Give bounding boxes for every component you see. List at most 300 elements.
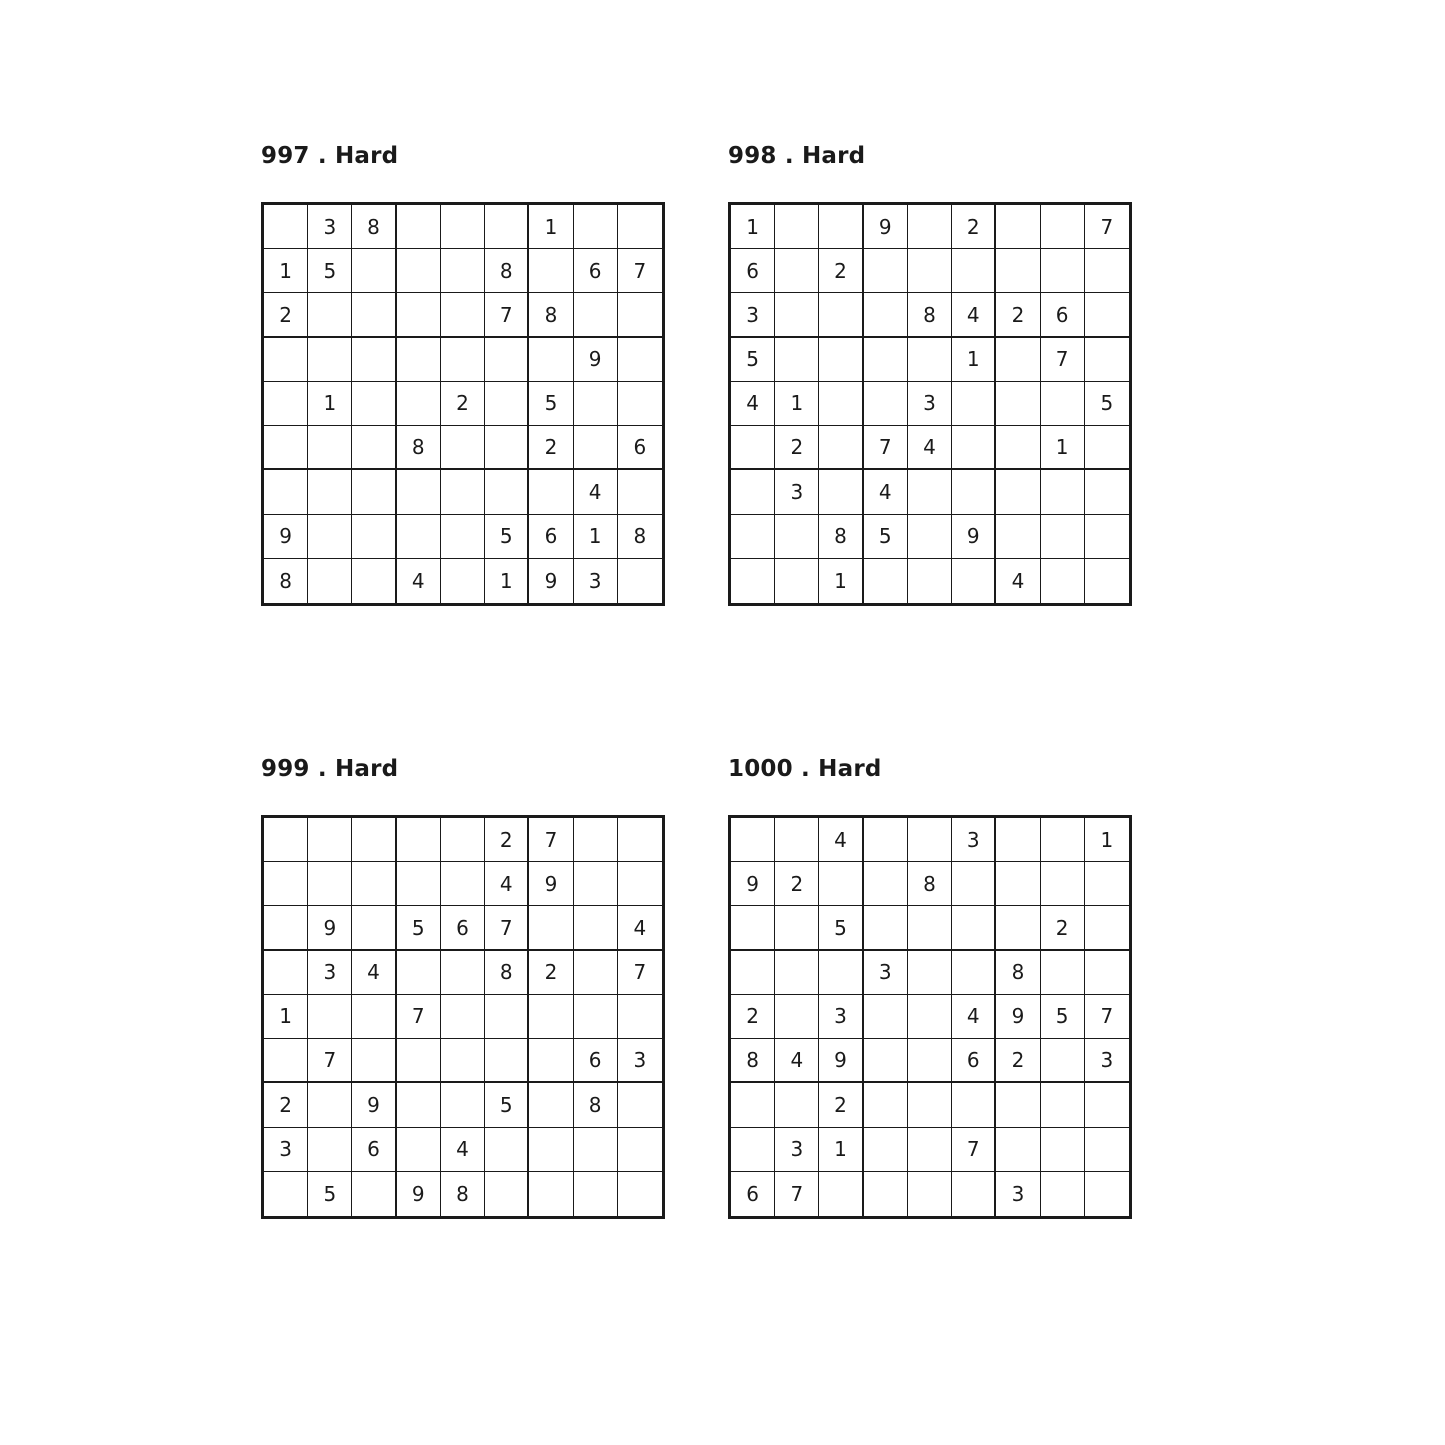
sudoku-cell	[441, 559, 485, 603]
sudoku-cell: 7	[308, 1039, 352, 1083]
sudoku-cell: 1	[264, 995, 308, 1039]
sudoku-cell	[264, 426, 308, 470]
sudoku-cell: 8	[618, 515, 662, 559]
sudoku-cell	[352, 338, 396, 382]
sudoku-cell	[775, 951, 819, 995]
sudoku-cell	[352, 818, 396, 862]
sudoku-cell	[996, 906, 1040, 950]
sudoku-cell: 3	[819, 995, 863, 1039]
sudoku-cell	[352, 862, 396, 906]
sudoku-cell	[908, 1039, 952, 1083]
sudoku-cell	[864, 382, 908, 426]
sudoku-cell	[397, 249, 441, 293]
sudoku-cell: 7	[1085, 205, 1129, 249]
sudoku-cell: 6	[1041, 293, 1085, 337]
sudoku-cell	[775, 906, 819, 950]
sudoku-cell	[1041, 382, 1085, 426]
sudoku-cell	[952, 249, 996, 293]
sudoku-cell	[864, 293, 908, 337]
sudoku-cell	[352, 1172, 396, 1216]
sudoku-board	[261, 815, 665, 1219]
sudoku-cell	[819, 293, 863, 337]
sudoku-cell	[996, 470, 1040, 514]
sudoku-cell	[1041, 862, 1085, 906]
sudoku-cell	[574, 906, 618, 950]
sudoku-cell	[308, 1083, 352, 1127]
sudoku-cell: 1	[819, 1128, 863, 1172]
sudoku-cell: 4	[397, 559, 441, 603]
sudoku-cell: 1	[1085, 818, 1129, 862]
sudoku-cell	[397, 205, 441, 249]
sudoku-cell: 8	[574, 1083, 618, 1127]
sudoku-cell: 2	[1041, 906, 1085, 950]
sudoku-cell	[352, 382, 396, 426]
sudoku-cell: 2	[529, 426, 573, 470]
sudoku-cell	[775, 293, 819, 337]
sudoku-cell	[574, 382, 618, 426]
sudoku-cell: 5	[485, 1083, 529, 1127]
sudoku-cell	[731, 818, 775, 862]
sudoku-cell: 2	[996, 1039, 1040, 1083]
sudoku-cell: 2	[775, 862, 819, 906]
sudoku-cell: 7	[618, 951, 662, 995]
sudoku-cell	[996, 205, 1040, 249]
sudoku-cell	[529, 995, 573, 1039]
sudoku-cell	[775, 1083, 819, 1127]
sudoku-cell	[574, 426, 618, 470]
sudoku-cell	[264, 205, 308, 249]
sudoku-cell	[819, 382, 863, 426]
sudoku-cell: 1	[529, 205, 573, 249]
sudoku-cell	[397, 470, 441, 514]
sudoku-cell: 9	[264, 515, 308, 559]
sudoku-cell	[1085, 862, 1129, 906]
sudoku-cell	[864, 1172, 908, 1216]
sudoku-cell	[485, 995, 529, 1039]
sudoku-cell	[1085, 1128, 1129, 1172]
sudoku-cell: 8	[441, 1172, 485, 1216]
sudoku-cell	[819, 338, 863, 382]
sudoku-cell	[819, 951, 863, 995]
sudoku-cell: 7	[618, 249, 662, 293]
sudoku-cell	[819, 862, 863, 906]
sudoku-cell	[1041, 470, 1085, 514]
sudoku-cell	[1041, 1083, 1085, 1127]
sudoku-cell	[574, 1172, 618, 1216]
sudoku-cell: 2	[264, 1083, 308, 1127]
sudoku-cell: 4	[574, 470, 618, 514]
sudoku-cell	[731, 951, 775, 995]
sudoku-board	[728, 202, 1132, 606]
sudoku-cell: 4	[908, 426, 952, 470]
sudoku-cell	[731, 426, 775, 470]
sudoku-cell	[775, 205, 819, 249]
sudoku-cell: 1	[731, 205, 775, 249]
sudoku-cell	[996, 1128, 1040, 1172]
sudoku-cell	[1085, 951, 1129, 995]
sudoku-cell	[618, 382, 662, 426]
sudoku-cell	[441, 951, 485, 995]
sudoku-cell: 8	[908, 293, 952, 337]
sudoku-cell	[441, 338, 485, 382]
sudoku-cell: 5	[308, 1172, 352, 1216]
sudoku-cell: 8	[397, 426, 441, 470]
sudoku-cell	[1041, 1128, 1085, 1172]
sudoku-cell: 1	[775, 382, 819, 426]
sudoku-cell	[864, 906, 908, 950]
sudoku-cell	[996, 338, 1040, 382]
sudoku-cell	[352, 249, 396, 293]
sudoku-cell	[397, 1128, 441, 1172]
sudoku-cell: 5	[485, 515, 529, 559]
sudoku-cell	[618, 559, 662, 603]
sudoku-cell: 3	[308, 205, 352, 249]
sudoku-cell	[1041, 1039, 1085, 1083]
sudoku-cell: 6	[952, 1039, 996, 1083]
sudoku-cell: 7	[1041, 338, 1085, 382]
sudoku-cell	[775, 249, 819, 293]
sudoku-cell	[264, 951, 308, 995]
sudoku-cell	[308, 338, 352, 382]
sudoku-cell	[352, 515, 396, 559]
sudoku-cell: 5	[529, 382, 573, 426]
sudoku-cell: 9	[308, 906, 352, 950]
sudoku-cell	[529, 1083, 573, 1127]
sudoku-cell: 9	[352, 1083, 396, 1127]
sudoku-cell: 2	[441, 382, 485, 426]
sudoku-cell: 2	[775, 426, 819, 470]
sudoku-cell: 2	[952, 205, 996, 249]
sudoku-cell: 6	[574, 249, 618, 293]
sudoku-cell	[908, 951, 952, 995]
sudoku-cell	[731, 515, 775, 559]
sudoku-cell: 5	[864, 515, 908, 559]
sudoku-cell	[485, 205, 529, 249]
sudoku-cell	[1041, 249, 1085, 293]
sudoku-cell	[1085, 470, 1129, 514]
sudoku-cell: 3	[308, 951, 352, 995]
sudoku-cell	[1085, 906, 1129, 950]
sudoku-cell: 9	[529, 862, 573, 906]
sudoku-cell	[397, 1083, 441, 1127]
puzzle-title: 999 . Hard	[261, 756, 399, 782]
sudoku-cell	[775, 559, 819, 603]
sudoku-cell	[264, 1172, 308, 1216]
sudoku-cell	[1085, 249, 1129, 293]
sudoku-cell: 6	[441, 906, 485, 950]
sudoku-cell	[308, 862, 352, 906]
sudoku-cell	[864, 249, 908, 293]
sudoku-cell: 7	[952, 1128, 996, 1172]
sudoku-cell	[441, 995, 485, 1039]
sudoku-cell: 9	[996, 995, 1040, 1039]
sudoku-cell	[308, 470, 352, 514]
sudoku-cell	[775, 995, 819, 1039]
sudoku-cell	[819, 205, 863, 249]
sudoku-cell: 4	[441, 1128, 485, 1172]
sudoku-cell: 5	[1041, 995, 1085, 1039]
sudoku-cell	[485, 1128, 529, 1172]
sudoku-cell	[574, 951, 618, 995]
sudoku-cell: 8	[908, 862, 952, 906]
sudoku-cell: 4	[996, 559, 1040, 603]
sudoku-cell	[529, 470, 573, 514]
sudoku-cell: 3	[264, 1128, 308, 1172]
sudoku-cell	[1041, 205, 1085, 249]
sudoku-cell	[574, 205, 618, 249]
sudoku-cell: 1	[308, 382, 352, 426]
sudoku-cell: 6	[352, 1128, 396, 1172]
sudoku-cell	[441, 1083, 485, 1127]
sudoku-cell	[908, 338, 952, 382]
sudoku-cell	[952, 951, 996, 995]
sudoku-cell: 1	[819, 559, 863, 603]
sudoku-cell	[441, 426, 485, 470]
puzzle-title: 1000 . Hard	[728, 756, 882, 782]
sudoku-cell	[775, 515, 819, 559]
sudoku-cell	[952, 906, 996, 950]
sudoku-cell	[908, 906, 952, 950]
sudoku-cell	[618, 1172, 662, 1216]
sudoku-cell	[485, 1172, 529, 1216]
sudoku-cell	[264, 862, 308, 906]
sudoku-cell	[352, 293, 396, 337]
sudoku-cell: 2	[819, 249, 863, 293]
sudoku-cell	[308, 995, 352, 1039]
sudoku-cell	[1085, 1083, 1129, 1127]
sudoku-cell	[618, 470, 662, 514]
sudoku-cell	[352, 426, 396, 470]
sudoku-cell	[864, 1039, 908, 1083]
sudoku-cell	[618, 995, 662, 1039]
sudoku-cell: 9	[731, 862, 775, 906]
sudoku-cell	[264, 818, 308, 862]
sudoku-cell	[308, 515, 352, 559]
sudoku-cell	[529, 249, 573, 293]
sudoku-cell	[775, 818, 819, 862]
sudoku-cell	[996, 382, 1040, 426]
sudoku-cell	[264, 470, 308, 514]
sudoku-cell	[264, 906, 308, 950]
sudoku-cell	[908, 1083, 952, 1127]
sudoku-cell	[529, 338, 573, 382]
sudoku-cell: 2	[996, 293, 1040, 337]
sudoku-cell: 6	[731, 249, 775, 293]
sudoku-cell	[352, 906, 396, 950]
sudoku-cell	[441, 249, 485, 293]
sudoku-cell	[952, 470, 996, 514]
sudoku-cell: 2	[485, 818, 529, 862]
sudoku-cell	[1085, 338, 1129, 382]
sudoku-cell	[864, 1083, 908, 1127]
sudoku-cell	[441, 205, 485, 249]
sudoku-cell: 6	[618, 426, 662, 470]
sudoku-cell	[1041, 818, 1085, 862]
sudoku-cell: 3	[996, 1172, 1040, 1216]
sudoku-cell: 7	[864, 426, 908, 470]
sudoku-cell: 8	[731, 1039, 775, 1083]
sudoku-cell: 7	[485, 293, 529, 337]
sudoku-cell	[574, 1128, 618, 1172]
sudoku-cell: 4	[485, 862, 529, 906]
sudoku-cell: 3	[864, 951, 908, 995]
sudoku-cell	[996, 1083, 1040, 1127]
sudoku-cell: 8	[996, 951, 1040, 995]
sudoku-cell	[397, 951, 441, 995]
sudoku-cell	[952, 862, 996, 906]
sudoku-cell	[618, 338, 662, 382]
sudoku-cell	[819, 426, 863, 470]
sudoku-cell	[908, 470, 952, 514]
sudoku-cell	[397, 818, 441, 862]
sudoku-cell	[618, 862, 662, 906]
sudoku-cell: 9	[864, 205, 908, 249]
sudoku-cell: 1	[952, 338, 996, 382]
sudoku-cell	[529, 1172, 573, 1216]
sudoku-board	[261, 202, 665, 606]
sudoku-cell	[908, 515, 952, 559]
sudoku-cell	[397, 515, 441, 559]
sudoku-cell: 4	[352, 951, 396, 995]
sudoku-cell: 3	[574, 559, 618, 603]
sudoku-cell: 8	[264, 559, 308, 603]
sudoku-cell	[1041, 951, 1085, 995]
sudoku-cell	[308, 426, 352, 470]
sudoku-cell	[908, 995, 952, 1039]
sudoku-cell	[952, 382, 996, 426]
sudoku-cell	[731, 470, 775, 514]
sudoku-cell	[731, 1128, 775, 1172]
sudoku-cell: 1	[574, 515, 618, 559]
sudoku-cell	[618, 293, 662, 337]
sudoku-cell: 8	[485, 249, 529, 293]
sudoku-cell	[529, 906, 573, 950]
sudoku-cell: 1	[264, 249, 308, 293]
sudoku-cell	[864, 1128, 908, 1172]
sudoku-cell	[441, 818, 485, 862]
sudoku-cell	[264, 382, 308, 426]
sudoku-cell	[308, 818, 352, 862]
sudoku-cell	[441, 293, 485, 337]
sudoku-cell	[1085, 515, 1129, 559]
sudoku-cell	[819, 470, 863, 514]
sudoku-cell	[485, 382, 529, 426]
sudoku-cell: 4	[864, 470, 908, 514]
sudoku-cell: 8	[529, 293, 573, 337]
sudoku-cell	[618, 205, 662, 249]
sudoku-cell: 4	[618, 906, 662, 950]
sudoku-cell: 4	[952, 995, 996, 1039]
sudoku-cell: 4	[775, 1039, 819, 1083]
sudoku-cell: 8	[352, 205, 396, 249]
sudoku-cell	[485, 470, 529, 514]
sudoku-cell	[1085, 293, 1129, 337]
sudoku-cell	[731, 1083, 775, 1127]
sudoku-cell	[397, 293, 441, 337]
sudoku-cell: 9	[574, 338, 618, 382]
sudoku-cell	[952, 1172, 996, 1216]
sudoku-cell	[397, 1039, 441, 1083]
sudoku-cell: 7	[529, 818, 573, 862]
sudoku-cell	[529, 1128, 573, 1172]
sudoku-cell	[574, 293, 618, 337]
sudoku-cell: 9	[529, 559, 573, 603]
sudoku-cell	[952, 559, 996, 603]
sudoku-cell	[1085, 426, 1129, 470]
sudoku-cell	[264, 338, 308, 382]
sudoku-board	[728, 815, 1132, 1219]
sudoku-cell	[908, 249, 952, 293]
sudoku-cell: 3	[952, 818, 996, 862]
sudoku-cell: 8	[819, 515, 863, 559]
sudoku-cell	[1041, 515, 1085, 559]
sudoku-cell	[1085, 559, 1129, 603]
sudoku-cell: 3	[1085, 1039, 1129, 1083]
sudoku-cell	[1041, 559, 1085, 603]
sudoku-cell	[618, 818, 662, 862]
sudoku-cell	[352, 995, 396, 1039]
sudoku-cell	[864, 559, 908, 603]
sudoku-cell	[1041, 1172, 1085, 1216]
sudoku-cell: 5	[397, 906, 441, 950]
sudoku-cell	[1085, 1172, 1129, 1216]
sudoku-cell: 9	[397, 1172, 441, 1216]
sudoku-cell	[397, 338, 441, 382]
sudoku-cell: 4	[819, 818, 863, 862]
sudoku-cell: 3	[775, 470, 819, 514]
sudoku-cell: 6	[574, 1039, 618, 1083]
sudoku-cell: 2	[529, 951, 573, 995]
sudoku-cell	[908, 818, 952, 862]
sudoku-cell	[864, 862, 908, 906]
sudoku-cell	[441, 470, 485, 514]
sudoku-cell	[996, 426, 1040, 470]
sudoku-cell	[819, 1172, 863, 1216]
sudoku-cell	[908, 559, 952, 603]
sudoku-cell	[574, 818, 618, 862]
sudoku-cell: 9	[952, 515, 996, 559]
sudoku-cell	[264, 1039, 308, 1083]
sudoku-cell: 1	[1041, 426, 1085, 470]
sudoku-cell	[352, 559, 396, 603]
sudoku-cell: 7	[1085, 995, 1129, 1039]
sudoku-cell: 7	[397, 995, 441, 1039]
sudoku-cell	[908, 1172, 952, 1216]
sudoku-cell	[996, 515, 1040, 559]
sudoku-cell	[308, 559, 352, 603]
sudoku-cell: 9	[819, 1039, 863, 1083]
sudoku-cell	[485, 338, 529, 382]
sudoku-cell: 3	[618, 1039, 662, 1083]
sudoku-cell: 2	[731, 995, 775, 1039]
sudoku-cell: 7	[775, 1172, 819, 1216]
sudoku-cell	[908, 1128, 952, 1172]
sudoku-cell: 2	[264, 293, 308, 337]
sudoku-cell: 3	[775, 1128, 819, 1172]
sudoku-cell	[996, 249, 1040, 293]
sudoku-cell: 5	[731, 338, 775, 382]
sudoku-cell	[308, 293, 352, 337]
sudoku-cell	[952, 426, 996, 470]
sudoku-cell	[485, 426, 529, 470]
sudoku-cell	[441, 862, 485, 906]
sudoku-cell: 2	[819, 1083, 863, 1127]
sudoku-cell	[996, 818, 1040, 862]
sudoku-cell	[908, 205, 952, 249]
sudoku-cell	[441, 515, 485, 559]
sudoku-cell: 6	[731, 1172, 775, 1216]
sudoku-cell	[618, 1083, 662, 1127]
